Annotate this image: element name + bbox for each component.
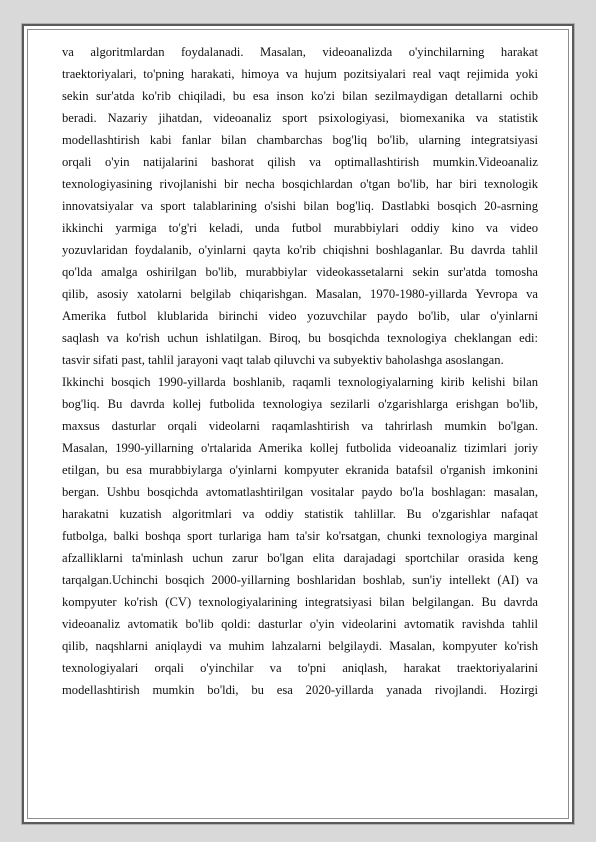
text-line: modellashtirish mumkin bo'ldi, bu esa 2020-yillarda yanada rivojlandi. Hozirgi — [62, 683, 538, 697]
text-line: maxsus dasturlar orqali videolarni raqamlashtirish va tahrirlash mumkin bo'lgan. — [62, 419, 538, 433]
text-line: modellashtirish kabi fanlar bilan chambarchas bog'liq bo'lib, ularning integratsiyasi — [62, 133, 538, 147]
text-line: tasvir sifati past, tahlil jarayoni vaqt talab qiluvchi va subyektiv baholashga asoslangan. — [62, 353, 504, 367]
document-page — [22, 24, 574, 824]
text-line: ikkinchi yarmiga to'g'ri keladi, unda futbol murabbiylari oddiy kino va video — [62, 221, 538, 235]
text-line: videoanaliz avtomatik bo'lib qoldi: dasturlar o'yin videolarini avtomatik ravishda tahlil — [62, 617, 538, 631]
text-line: afzalliklarni ta'minlash uchun zarur bo'lgan elita darajadagi sportchilar orasida keng — [62, 551, 538, 565]
text-line: kompyuter ko'rish (CV) texnologiyalarining integratsiyasi bilan belgilangan. Bu davrda — [62, 595, 538, 609]
text-line: harakatni kuzatish algoritmlari va oddiy statistik tahlillar. Bu o'zgarishlar nafaqat — [62, 507, 538, 521]
text-line: beradi. Nazariy jihatdan, videoanaliz sport psixologiyasi, biomexanika va statistik — [62, 111, 538, 125]
text-line: Ikkinchi bosqich 1990-yillarda boshlanib, raqamli texnologiyalarning kirib kelishi bilan — [62, 375, 538, 389]
text-line: Masalan, 1990-yillarning o'rtalarida Amerika kollej futbolida videoanaliz tizimlari joriy — [62, 441, 538, 455]
text-line: bergan. Ushbu bosqichda avtomatlashtirilgan vositalar paydo bo'la boshlagan: masalan, — [62, 485, 538, 499]
text-line: qo'lda amalga oshirilgan bo'lib, murabbiylar videokassetalarni sekin sur'atda tomosha — [62, 265, 538, 279]
body-text — [62, 41, 538, 701]
text-line: texnologiyasining rivojlanishi bir necha bosqichlardan o'tgan bo'lib, har biri texnologik — [62, 177, 538, 191]
text-line: orqali o'yin natijalarini bashorat qilish va optimallashtirish mumkin.Videoanaliz — [62, 155, 538, 169]
text-line: saqlash va ko'rish uchun ishlatilgan. Biroq, bu bosqichda texnologiya cheklangan edi: — [62, 331, 538, 345]
text-line: traektoriyalari, to'pning harakati, himoya va hujum pozitsiyalari real vaqt rejimida yoki — [62, 67, 538, 81]
text-line: sekin sur'atda ko'rib chiqiladi, bu esa inson ko'zi bilan sezilmaydigan detallarni ochib — [62, 89, 538, 103]
text-line: va algoritmlardan foydalanadi. Masalan, videoanalizda o'yinchilarning harakat — [62, 45, 538, 59]
text-line: qilib, naqshlarni aniqlaydi va muhim lahzalarni belgilaydi. Masalan, kompyuter ko'rish — [62, 639, 538, 653]
text-line: futbolga, balki boshqa sport turlariga ham ta'sir ko'rsatgan, chunki texnologiya marginal — [62, 529, 538, 543]
text-line: qilib, asosiy xatolarni belgilab chiqarishgan. Masalan, 1970-1980-yillarda Yevropa va — [62, 287, 538, 301]
text-line: innovatsiyalar va sport talablarining o'sishi bilan bog'liq. Dastlabki bosqich 20-asrning — [62, 199, 538, 213]
text-line: Amerika futbol klublarida birinchi video yozuvchilar paydo bo'lib, ular o'yinlarni — [62, 309, 538, 323]
text-line: etilgan, bu esa murabbiylarga o'yinlarni kompyuter ekranida batafsil o'rganish imkonini — [62, 463, 538, 477]
text-line: bog'liq. Bu davrda kollej futbolida texnologiya sezilarli o'zgarishlarga erishgan bo'lib, — [62, 397, 538, 411]
text-line: texnologiyalari orqali o'yinchilar va to'pni aniqlash, harakat traektoriyalarini — [62, 661, 538, 675]
text-line: tarqalgan.Uchinchi bosqich 2000-yillarning boshlaridan boshlab, sun'iy intellekt (AI) va — [62, 573, 538, 587]
text-line: yozuvlaridan foydalanib, o'yinlarni qayta ko'rib chiqishni boshlaganlar. Bu davrda tahlil — [62, 243, 538, 257]
